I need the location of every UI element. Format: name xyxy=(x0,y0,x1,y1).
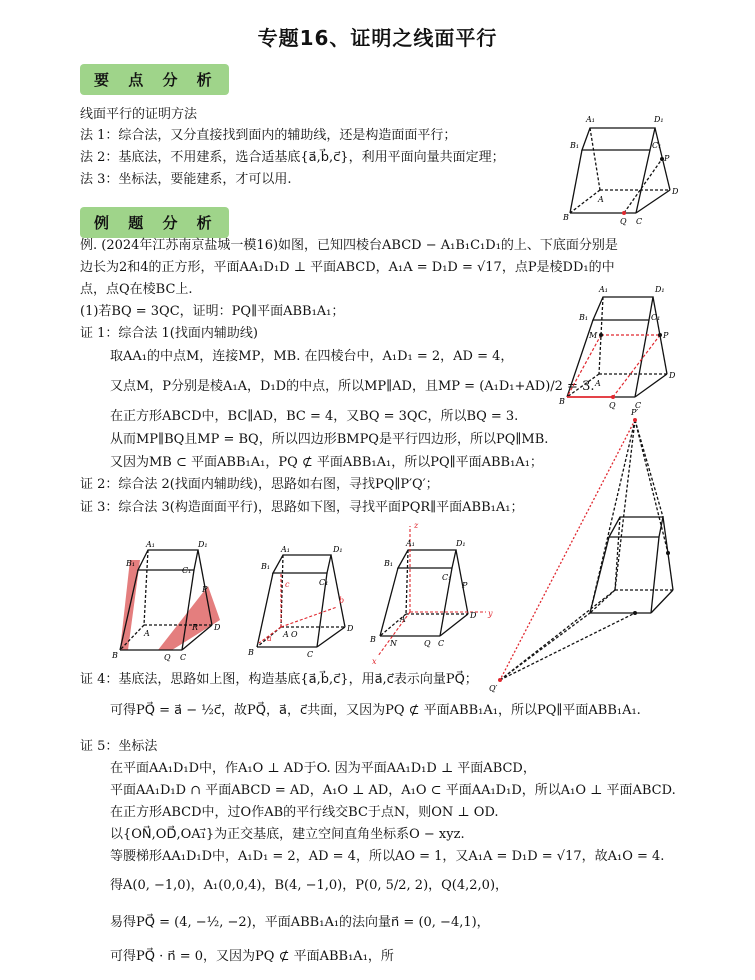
svg-text:A: A xyxy=(595,379,601,388)
methods-heading: 线面平行的证明方法 xyxy=(80,107,198,122)
proof-5-line-5: 等腰梯形AA₁D₁D中，A₁D₁ = 2，AD = 4，所以AO = 1，又A₁A = D₁D = √17，故A₁O = 4. xyxy=(110,849,665,864)
svg-text:P: P xyxy=(462,581,468,590)
proof-5-line-6: 得A(0, −1,0)，A₁(0,0,4)，B(4, −1,0)，P(0, 5/2, 2)，Q(4,2,0)， xyxy=(110,878,509,893)
page-title: 专题16、证明之线面平行 xyxy=(257,26,498,50)
svg-text:P: P xyxy=(202,585,208,594)
label-Q-prime: Q′ xyxy=(489,684,498,693)
svg-text:C₁: C₁ xyxy=(442,573,452,582)
proof-5-line-3: 在正方形ABCD中，过O作AB的平行线交BC于点N，则ON ⊥ OD. xyxy=(110,805,499,820)
label-A1: A₁ xyxy=(586,115,595,124)
svg-text:C₁: C₁ xyxy=(651,313,661,322)
svg-text:b: b xyxy=(339,596,345,605)
proof-5-line-7: 易得PQ⃗ = (4, −½, −2)，平面ABB₁A₁的法向量n⃗ = (0, −4,1)， xyxy=(110,915,490,930)
svg-text:A₁: A₁ xyxy=(599,285,608,294)
problem-line-2: 边长为2和4的正方形，平面AA₁D₁D ⊥ 平面ABCD，A₁A = D₁D = √17，点P是棱DD₁的中 xyxy=(80,260,615,275)
svg-text:D: D xyxy=(214,623,221,632)
label-B: B xyxy=(563,213,569,222)
problem-line-1: 例. (2024年江苏南京盐城一模16)如图，已知四棱台ABCD − A₁B₁C₁D₁的上、下底面分别是 xyxy=(80,238,618,253)
proof-1-heading: 证 1：综合法 1(找面内辅助线) xyxy=(80,326,258,341)
label-C: C xyxy=(636,217,643,226)
method-1: 法 1：综合法，又分直接找到面内的辅助线，还是构造面面平行； xyxy=(80,128,457,143)
label-B1: B₁ xyxy=(570,141,580,150)
frustum-figure-mp xyxy=(555,282,725,412)
section-badge-examples: 例 题 分 析 xyxy=(80,207,229,238)
svg-text:D₁: D₁ xyxy=(198,540,208,549)
svg-text:a: a xyxy=(267,634,272,643)
problem-line-3: 点，点Q在棱BC上. xyxy=(80,282,193,297)
svg-text:B₁: B₁ xyxy=(384,559,394,568)
svg-text:D: D xyxy=(669,371,676,380)
svg-text:x: x xyxy=(372,657,377,666)
method-2: 法 2：基底法，不用建系，选合适基底{a⃗,b⃗,c⃗}，利用平面向量共面定理； xyxy=(80,150,505,165)
svg-text:z: z xyxy=(414,521,419,530)
svg-text:P: P xyxy=(663,331,669,340)
svg-text:B₁: B₁ xyxy=(579,313,589,322)
method-3: 法 3：坐标法，要能建系，才可以用. xyxy=(80,172,292,187)
proof-2: 证 2：综合法 2(找面内辅助线)，思路如右图，寻找PQ∥P′Q′； xyxy=(80,477,439,492)
svg-text:C₁: C₁ xyxy=(182,566,192,575)
svg-text:B: B xyxy=(559,397,565,406)
svg-text:O: O xyxy=(291,630,298,639)
svg-text:C: C xyxy=(307,650,314,659)
proof-1-line-1: 取AA₁的中点M，连接MP，MB. 在四棱台中，A₁D₁ = 2，AD = 4， xyxy=(110,349,514,364)
proof-1-line-4: 从而MP∥BQ且MP = BQ，所以四边形BMPQ是平行四边形，所以PQ∥MB. xyxy=(110,432,549,447)
label-D: D xyxy=(672,187,679,196)
proof-5-line-2: 平面AA₁D₁D ∩ 平面ABCD = AD，A₁O ⊥ AD，A₁O ⊂ 平面AA₁D₁D，所以A₁O ⊥ 平面ABCD. xyxy=(110,783,676,798)
label-A: A xyxy=(598,195,604,204)
label-C1: C₁ xyxy=(652,141,662,150)
svg-text:Q: Q xyxy=(609,401,616,410)
svg-text:D: D xyxy=(470,611,477,620)
label-P: P xyxy=(664,154,670,163)
svg-text:A: A xyxy=(283,630,289,639)
label-D1: D₁ xyxy=(654,115,664,124)
svg-text:C: C xyxy=(180,653,187,662)
svg-text:A₁: A₁ xyxy=(146,540,155,549)
proof-5-line-1: 在平面AA₁D₁D中，作A₁O ⊥ AD于O. 因为平面AA₁D₁D ⊥ 平面ABCD， xyxy=(110,761,536,776)
svg-text:C: C xyxy=(635,401,642,410)
frustum-figure-plane xyxy=(110,540,225,665)
svg-text:B₁: B₁ xyxy=(261,562,271,571)
svg-text:c: c xyxy=(285,580,290,589)
svg-text:B: B xyxy=(370,635,376,644)
svg-text:B₁: B₁ xyxy=(126,559,136,568)
proof-4-line-2: 可得PQ⃗ = a⃗ − ½c⃗，故PQ⃗，a⃗，c⃗共面，又因为PQ ⊄ 平面ABB₁A₁，所以PQ∥平面ABB₁A₁. xyxy=(110,703,641,718)
frustum-figure-main xyxy=(560,108,690,226)
svg-text:Q: Q xyxy=(424,639,431,648)
proof-1-line-5: 又因为MB ⊂ 平面ABB₁A₁，PQ ⊄ 平面ABB₁A₁，所以PQ∥平面ABB₁A₁； xyxy=(110,455,543,470)
svg-text:A: A xyxy=(400,615,406,624)
proof-1-line-3: 在正方形ABCD中，BC∥AD，BC = 4，又BQ = 3QC，所以BQ = 3. xyxy=(110,409,519,424)
proof-5-line-8: 可得PQ⃗ · n⃗ = 0，又因为PQ ⊄ 平面ABB₁A₁，所 xyxy=(110,949,394,964)
svg-text:A₁: A₁ xyxy=(406,539,415,548)
frustum-figure-coordinates xyxy=(368,518,498,668)
proof-5-line-4: 以{ON⃗,OD⃗,OA₁⃗}为正交基底，建立空间直角坐标系O − xyz. xyxy=(110,827,465,842)
proof-1-line-2: 又点M，P分别是棱A₁A，D₁D的中点，所以MP∥AD，且MP = (A₁D₁+AD)/2 = 3. xyxy=(110,379,595,394)
svg-text:C: C xyxy=(438,639,445,648)
proof-3: 证 3：综合法 3(构造面面平行)，思路如下图，寻找平面PQR∥平面ABB₁A₁； xyxy=(80,500,524,515)
frustum-figure-basis xyxy=(245,545,360,665)
proof-5-heading: 证 5：坐标法 xyxy=(80,739,158,754)
svg-text:A: A xyxy=(144,629,150,638)
svg-text:A₁: A₁ xyxy=(281,545,290,554)
section-badge-key-points: 要 点 分 析 xyxy=(80,64,229,95)
svg-text:N: N xyxy=(390,639,397,648)
svg-text:D: D xyxy=(347,624,354,633)
svg-text:B: B xyxy=(248,648,254,657)
label-P-prime: P′ xyxy=(631,408,639,417)
svg-text:C₁: C₁ xyxy=(319,578,329,587)
proof-4-line-1: 证 4：基底法，思路如上图，构造基底{a⃗,b⃗,c⃗}，用a⃗,c⃗表示向量PQ⃗； xyxy=(80,672,478,687)
label-Q: Q xyxy=(620,217,627,226)
svg-text:R: R xyxy=(192,623,199,632)
svg-text:y: y xyxy=(488,609,493,618)
frustum-figure-projection xyxy=(485,405,690,695)
svg-text:D₁: D₁ xyxy=(333,545,343,554)
svg-text:B: B xyxy=(112,651,118,660)
svg-text:M: M xyxy=(589,331,598,340)
problem-line-4: (1)若BQ = 3QC，证明：PQ∥平面ABB₁A₁； xyxy=(80,304,345,319)
svg-text:D₁: D₁ xyxy=(655,285,665,294)
svg-text:Q: Q xyxy=(164,653,171,662)
svg-text:D₁: D₁ xyxy=(456,539,466,548)
